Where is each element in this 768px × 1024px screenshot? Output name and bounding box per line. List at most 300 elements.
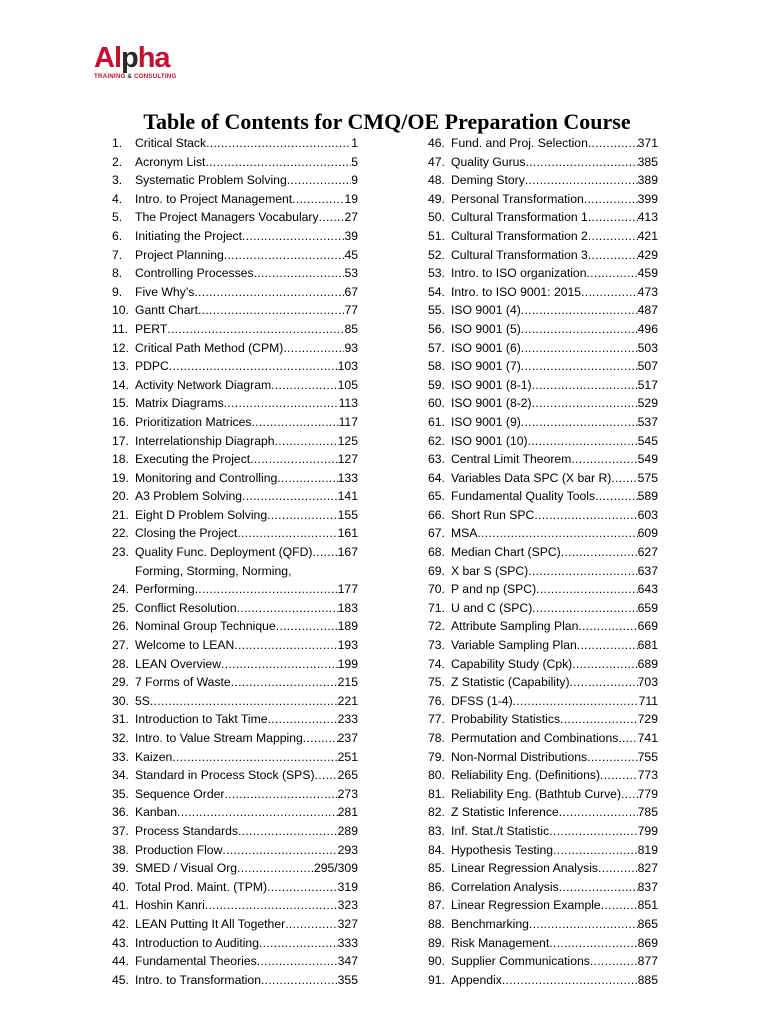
toc-entry-number: 3. [112, 173, 123, 188]
toc-entry-page: 215 [337, 675, 358, 690]
toc-entry-title: Risk Management [451, 935, 550, 950]
toc-entry-number: 69. [428, 563, 445, 578]
toc-entry-number: 12. [112, 340, 129, 355]
toc-entry-page: 85 [344, 321, 358, 336]
dot-leader [292, 190, 344, 209]
toc-entry-page: 9 [351, 173, 358, 188]
toc-entry-number: 37. [112, 823, 129, 838]
toc-entry [112, 859, 358, 878]
toc-entry [428, 487, 658, 506]
toc-entry-number: 10. [112, 303, 129, 318]
toc-entry [112, 710, 358, 729]
toc-entry [112, 190, 358, 209]
dot-leader [525, 171, 638, 190]
toc-entry-page: 399 [637, 191, 658, 206]
toc-entry [428, 692, 658, 711]
toc-entry [112, 896, 358, 915]
dot-leader [237, 599, 338, 618]
toc-entry-number: 35. [112, 786, 129, 801]
dot-leader [194, 283, 344, 302]
toc-entry-page: 637 [637, 563, 658, 578]
toc-entry-title: Benchmarking [451, 916, 529, 931]
toc-entry [428, 896, 658, 915]
toc-entry-page: 575 [637, 470, 658, 485]
toc-entry-page: 113 [338, 396, 358, 411]
toc-entry-title: Deming Story [451, 173, 525, 188]
toc-entry-number: 40. [112, 879, 129, 894]
toc-entry-title: Introduction to Takt Time [135, 712, 268, 727]
toc-entry-title: Matrix Diagrams [135, 396, 224, 411]
dot-leader [224, 394, 339, 413]
toc-entry-title: PDPC [135, 359, 169, 374]
toc-entry [112, 878, 358, 897]
toc-entry-page: 537 [637, 414, 658, 429]
toc-entry-page: 323 [337, 898, 358, 913]
toc-entry-page: 293 [337, 842, 358, 857]
toc-entry-page: 487 [637, 303, 658, 318]
toc-entry-page: 167 [337, 545, 358, 560]
toc-entry-number: 44. [112, 954, 129, 969]
toc-entry [428, 971, 658, 990]
alpha-logo [94, 44, 194, 84]
toc-entry-page: 603 [637, 507, 658, 522]
toc-entry-title: Median Chart (SPC) [451, 545, 561, 560]
toc-entry [428, 859, 658, 878]
toc-entry-title: Sequence Order [135, 786, 225, 801]
toc-entry-title: Permutation and Combinations [451, 731, 619, 745]
toc-entry-title: Correlation Analysis [451, 879, 559, 894]
toc-entry [112, 357, 358, 376]
toc-entry-page: 865 [637, 916, 658, 931]
toc-entry-title: Critical Path Method (CPM) [135, 340, 284, 355]
dot-leader [559, 803, 638, 822]
toc-entry-page: 729 [637, 712, 658, 727]
toc-entry-page: 755 [637, 749, 658, 764]
dot-leader [559, 878, 638, 897]
dot-leader [319, 208, 345, 227]
toc-entry-title: Critical Stack [135, 136, 207, 150]
toc-entry [112, 301, 358, 320]
toc-entry-title: Probability Statistics [451, 712, 561, 727]
toc-entry-title: Intro. to Project Management [135, 191, 293, 206]
toc-entry-page: 711 [638, 693, 658, 708]
toc-entry [112, 766, 358, 785]
toc-entry-number: 34. [112, 768, 129, 783]
toc-entry [428, 339, 658, 358]
toc-entry-page: 233 [337, 712, 358, 727]
toc-entry-title: Quality Gurus [451, 154, 526, 169]
toc-entry-title: Welcome to LEAN [135, 638, 235, 653]
dot-leader [169, 357, 338, 376]
toc-entry-title: Fundamental Theories [135, 954, 257, 969]
toc-entry-page: 473 [637, 284, 658, 299]
toc-entry-number: 63. [428, 452, 445, 467]
toc-entry-title: Reliability Eng. (Bathtub Curve) [451, 786, 622, 801]
toc-entry-number: 77. [428, 712, 445, 727]
toc-entry-title: Eight D Problem Solving [135, 507, 268, 522]
toc-entry-title: ISO 9001 (4) [451, 303, 521, 318]
page-title: Table of Contents for CMQ/OE Preparation Course [143, 109, 631, 134]
dot-leader [224, 246, 345, 265]
toc-entry-page: 837 [637, 879, 658, 894]
toc-entry-title: Hypothesis Testing [451, 842, 554, 857]
toc-entry-page: 177 [337, 582, 358, 597]
toc-entry-title: The Project Managers Vocabulary [135, 210, 319, 225]
toc-entry [112, 153, 358, 172]
toc-entry [428, 524, 658, 543]
toc-entry [112, 376, 358, 395]
toc-entry-page: 1 [351, 136, 358, 150]
toc-entry-number: 30. [112, 693, 129, 708]
toc-entry [112, 841, 358, 860]
toc-entry-number: 4. [112, 191, 123, 206]
toc-entry-number: 72. [428, 619, 445, 634]
toc-entry-number: 9. [112, 284, 123, 299]
toc-entry-number: 33. [112, 749, 129, 764]
toc-entry-title: Intro. to ISO organization [451, 266, 587, 281]
toc-entry-number: 79. [428, 749, 445, 764]
toc-entry-title: ISO 9001 (7) [451, 359, 521, 374]
toc-entry-page: 421 [637, 228, 658, 243]
toc-entry-page: 773 [637, 768, 658, 783]
toc-entry-number: 52. [428, 247, 445, 262]
toc-entry [112, 599, 358, 618]
toc-entry-page: 689 [637, 656, 658, 671]
toc-entry-number: 43. [112, 935, 129, 950]
dot-leader [521, 320, 638, 339]
toc-entry [112, 748, 358, 767]
toc-entry-page: 869 [637, 935, 658, 950]
toc-entry-number: 53. [428, 266, 445, 281]
toc-entry-page: 659 [637, 600, 658, 615]
dot-leader [303, 729, 338, 748]
dot-leader [521, 357, 638, 376]
dot-leader [587, 264, 638, 283]
toc-entry-number: 60. [428, 396, 445, 411]
toc-entry-page: 503 [637, 340, 658, 355]
toc-entry-page: 327 [337, 916, 358, 931]
toc-entry-title: Cultural Transformation 2 [451, 228, 588, 243]
toc-entry-number: 59. [428, 377, 445, 392]
dot-leader [595, 487, 638, 506]
dot-leader [584, 190, 638, 209]
dot-leader [275, 432, 338, 451]
toc-entry-page: 389 [637, 173, 658, 188]
toc-entry [112, 339, 358, 358]
dot-leader [521, 413, 638, 432]
toc-entry-number: 70. [428, 582, 445, 597]
toc-entry-title: Variables Data SPC (X bar R) [451, 470, 612, 485]
toc-entry-page: 117 [338, 414, 358, 429]
dot-leader [268, 710, 338, 729]
dot-leader [588, 208, 638, 227]
toc-entry [428, 190, 658, 209]
toc-entry-page: 827 [637, 861, 658, 876]
toc-entry-title: 5S [135, 693, 150, 708]
toc-entry-number: 82. [428, 805, 445, 820]
toc-entry-page: 183 [337, 600, 358, 615]
dot-leader [534, 506, 637, 525]
toc-entry-title: Z Statistic (Capability) [451, 675, 570, 690]
toc-entry-title: LEAN Overview [135, 656, 222, 671]
dot-leader [150, 692, 338, 711]
toc-entry [428, 376, 658, 395]
toc-entry [428, 952, 658, 971]
dot-leader [572, 655, 637, 674]
toc-entry-title: Conflict Resolution [135, 600, 237, 615]
toc-entry [112, 450, 358, 469]
dot-leader [588, 227, 638, 246]
toc-entry-title: Central Limit Theorem [451, 452, 572, 467]
toc-entry-number: 61. [428, 414, 445, 429]
toc-entry-page: 681 [637, 638, 658, 653]
dot-leader [234, 636, 337, 655]
toc-entry-title: LEAN Putting It All Together [135, 916, 286, 931]
dot-leader [577, 636, 638, 655]
toc-entry-page: 609 [637, 526, 658, 541]
dot-leader [553, 841, 638, 860]
toc-entry-number: 89. [428, 935, 445, 950]
toc-entry-page: 251 [337, 749, 358, 764]
dot-leader [257, 952, 338, 971]
toc-entry [112, 934, 358, 953]
toc-entry [428, 394, 658, 413]
toc-entry [112, 822, 358, 841]
toc-entry-title: ISO 9001 (10) [451, 433, 528, 448]
toc-entry-number: 78. [428, 731, 445, 745]
toc-entry [428, 432, 658, 451]
toc-entry-number: 46. [428, 136, 445, 150]
toc-entry [112, 524, 358, 543]
dot-leader [242, 487, 338, 506]
toc-entry-page: 385 [637, 154, 658, 169]
toc-entry-number: 11. [112, 321, 129, 336]
toc-column-right [428, 134, 658, 989]
toc-entry-title: Intro. to ISO 9001: 2015 [451, 284, 582, 299]
dot-leader [237, 859, 314, 878]
dot-leader [283, 339, 344, 358]
toc-entry [428, 413, 658, 432]
toc-entry-page: 27 [344, 210, 358, 225]
dot-leader [532, 376, 638, 395]
dot-leader [521, 301, 638, 320]
toc-entry-title: Process Standards [135, 823, 238, 838]
toc-entry-page: 741 [637, 731, 658, 745]
toc-entry-page: 877 [637, 954, 658, 969]
dot-leader [587, 748, 638, 767]
toc-entry [112, 562, 358, 599]
toc-entry [428, 301, 658, 320]
toc-entry-number: 81. [428, 786, 445, 801]
dot-leader [205, 896, 338, 915]
toc-entry-number: 15. [112, 396, 129, 411]
toc-entry-title: Fundamental Quality Tools [451, 489, 596, 504]
toc-entry [428, 636, 658, 655]
toc-entry [428, 785, 658, 804]
toc-entry-title: Linear Regression Example [451, 898, 601, 913]
dot-leader [205, 153, 351, 172]
toc-entry-page: 221 [337, 693, 358, 708]
toc-entry-page: 355 [337, 972, 358, 987]
toc-entry-title: Linear Regression Analysis [451, 861, 599, 876]
toc-entry [428, 841, 658, 860]
dot-leader [536, 580, 638, 599]
toc-entry-number: 6. [112, 228, 123, 243]
toc-entry-number: 62. [428, 433, 445, 448]
toc-entry [112, 785, 358, 804]
toc-entry-page: 193 [337, 638, 358, 653]
toc-entry-page: 549 [637, 452, 658, 467]
dot-leader [477, 524, 637, 543]
toc-entry-page: 67 [344, 284, 358, 299]
toc-entry-title: Quality Func. Deployment (QFD) [135, 545, 313, 560]
toc-entry [112, 413, 358, 432]
toc-entry-number: 64. [428, 470, 445, 485]
toc-entry-title: Project Planning [135, 247, 224, 262]
toc-entry-number: 1. [112, 136, 123, 150]
toc-entry-number: 83. [428, 823, 445, 838]
toc-entry [428, 878, 658, 897]
toc-entry-title: Nominal Group Technique [135, 619, 276, 634]
toc-entry-number: 19. [112, 470, 129, 485]
toc-entry [428, 469, 658, 488]
toc-entry [428, 580, 658, 599]
dot-leader [611, 469, 637, 488]
toc-entry-title: DFSS (1-4) [451, 693, 513, 708]
toc-entry-number: 5. [112, 210, 123, 225]
toc-entry-number: 14. [112, 377, 129, 392]
toc-entry-number: 86. [428, 879, 445, 894]
dot-leader [267, 878, 338, 897]
dot-leader [267, 506, 338, 525]
toc-entry-title: Attribute Sampling Plan [451, 619, 579, 634]
dot-leader [570, 673, 638, 692]
toc-entry-title: Standard in Process Stock (SPS) [135, 768, 315, 783]
dot-leader [287, 171, 351, 190]
toc-entry-page: 77 [344, 303, 358, 318]
toc-entry-title: Cultural Transformation 1 [451, 210, 588, 225]
toc-entry-title: Monitoring and Controlling [135, 470, 278, 485]
toc-entry-number: 57. [428, 340, 445, 355]
toc-entry-title: Five Why’s [135, 284, 195, 299]
toc-entry [112, 915, 358, 934]
dot-leader [502, 971, 638, 990]
toc-entry-page: 507 [637, 359, 658, 374]
toc-entry-title: ISO 9001 (8-1) [451, 377, 532, 392]
toc-entry-title: X bar S (SPC) [451, 563, 529, 578]
toc-entry [428, 617, 658, 636]
toc-entry-title: Gantt Chart [135, 303, 198, 318]
toc-entry-page: 127 [337, 452, 358, 467]
dot-leader [222, 841, 337, 860]
toc-entry [112, 655, 358, 674]
toc-entry-page: 189 [337, 619, 358, 634]
toc-entry-page: 589 [637, 489, 658, 504]
dot-leader [571, 450, 637, 469]
toc-entry-title: Production Flow [135, 842, 223, 857]
toc-entry-page: 19 [344, 191, 358, 206]
toc-entry-title: A3 Problem Solving [135, 489, 243, 504]
toc-entry-page: 371 [637, 136, 658, 150]
toc-entry [428, 134, 658, 153]
logo-wordmark: Alpha [94, 42, 170, 74]
toc-entry-title: Introduction to Auditing [135, 935, 259, 950]
dot-leader [588, 246, 638, 265]
toc-entry [428, 543, 658, 562]
toc-entry-number: 38. [112, 842, 129, 857]
toc-entry-page: 851 [637, 898, 658, 913]
toc-entry-page: 496 [637, 321, 658, 336]
toc-entry-number: 20. [112, 489, 129, 504]
toc-entry-page: 155 [337, 507, 358, 522]
dot-leader [231, 673, 338, 692]
toc-entry-number: 18. [112, 452, 129, 467]
toc-entry [112, 729, 358, 748]
toc-entry-page: 53 [344, 266, 358, 281]
toc-entry-title: Reliability Eng. (Definitions) [451, 768, 601, 783]
toc-entry-title: Prioritization Matrices [135, 414, 252, 429]
toc-entry-page: 265 [337, 768, 358, 783]
toc-column-left [112, 134, 358, 989]
toc-entry [428, 264, 658, 283]
toc-entry [428, 562, 658, 581]
toc-entry [112, 394, 358, 413]
dot-leader [315, 766, 338, 785]
toc-entry-page: 413 [637, 210, 658, 225]
toc-entry-page: 799 [637, 823, 658, 838]
dot-leader [598, 859, 638, 878]
toc-entry-title: Kanban [135, 805, 178, 820]
toc-entry-number: 8. [112, 266, 123, 281]
toc-entry [428, 599, 658, 618]
toc-entry-number: 48. [428, 173, 445, 188]
dot-leader [277, 469, 337, 488]
toc-entry [428, 915, 658, 934]
toc-entry [428, 283, 658, 302]
dot-leader [618, 729, 637, 748]
toc-entry-title: Kaizen [135, 749, 173, 764]
toc-entry-number: 71. [428, 600, 445, 615]
dot-leader [526, 153, 638, 172]
toc-entry [112, 134, 358, 153]
toc-entry-title: Variable Sampling Plan [451, 638, 577, 653]
toc-entry-page: 161 [337, 526, 358, 541]
dot-leader [588, 134, 638, 153]
toc-entry-title: Hoshin Kanri [135, 898, 205, 913]
toc-entry-number: 56. [428, 321, 445, 336]
toc-entry-page: 517 [637, 377, 658, 392]
toc-entry-page: 347 [337, 954, 358, 969]
toc-entry-page: 545 [637, 433, 658, 448]
toc-entry-title: ISO 9001 (6) [451, 340, 521, 355]
toc-entry-number: 39. [112, 861, 129, 876]
dot-leader [206, 134, 351, 153]
dot-leader [285, 915, 337, 934]
dot-leader [312, 543, 337, 562]
toc-entry-number: 13. [112, 359, 129, 374]
toc-entry-number: 45. [112, 972, 129, 987]
dot-leader [528, 562, 637, 581]
toc-entry-page: 669 [637, 619, 658, 634]
toc-entry-number: 51. [428, 228, 445, 243]
toc-entry [112, 208, 358, 227]
toc-entry-page: 237 [337, 731, 358, 745]
toc-entry-title: PERT [135, 321, 168, 336]
toc-entry-title: Intro. to Value Stream Mapping [135, 731, 303, 745]
toc-entry-number: 27. [112, 638, 129, 653]
toc-entry [428, 153, 658, 172]
toc-entry-number: 90. [428, 954, 445, 969]
